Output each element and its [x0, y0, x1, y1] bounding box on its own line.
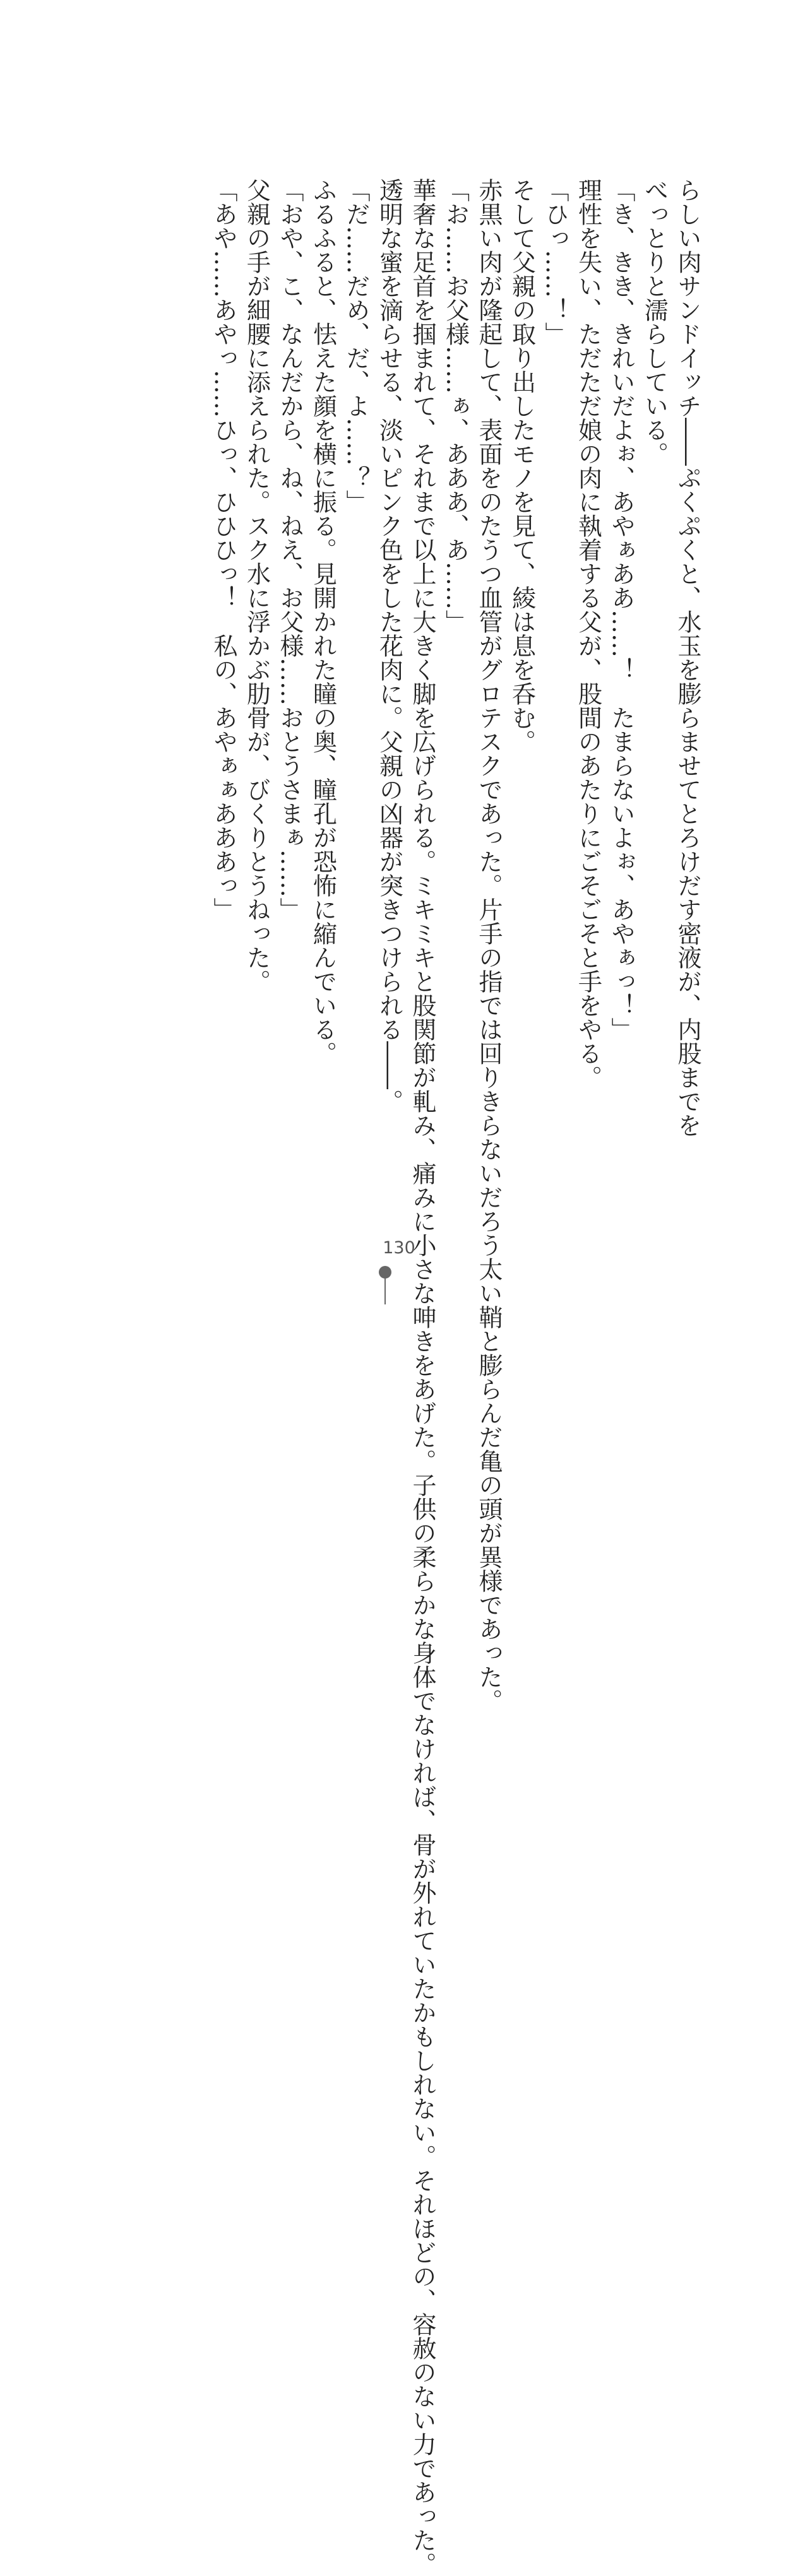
- text-line: 赤黒い肉が隆起して、表面をのたうつ血管がグロテスクであった。片手の指では回りきらないだろう太い鞘と膨らんだ亀の頭が異様であった。: [475, 178, 503, 1713]
- page-number: 130: [383, 1238, 415, 1258]
- text-line: 華奢な足首を掴まれて、それまで以上に大きく脚を広げられる。ミキミキと股関節が軋み、痛みに小さな呻きをあげた。子供の柔らかな身体でなければ、骨が外れていたかもしれない。それほどの、容赦のない力であった。: [408, 178, 436, 2576]
- marker-dot: [379, 1266, 391, 1279]
- text-line: 「お……お父様……ぁ、あああ、あ……」: [441, 178, 470, 634]
- text-line: そして父親の取り出したモノを見て、綾は息を呑む。: [508, 178, 536, 753]
- text-line: 透明な蜜を滴らせる、淡いピンク色をした花肉に。父親の凶器が突きつけられる――。: [375, 178, 403, 1113]
- text-line: 理性を失い、ただただ娘の肉に執着する父が、股間のあたりにごそごそと手をやる。: [574, 178, 602, 1089]
- text-line: 「き、きき、きれいだよぉ、あやぁああ……！ たまらないよぉ、あやぁっ！」: [607, 178, 635, 1041]
- text-line: らしい肉サンドイッチ――ぷくぷくと、水玉を膨らませてとろけだす密液が、内股までを: [674, 178, 701, 1137]
- text-line: 「だ……だめ、だ、よ……？」: [342, 178, 370, 514]
- text-line: 「おや、こ、なんだから、ね、ねえ、お父様……おとうさまぁ……」: [276, 178, 304, 921]
- text-line: 父親の手が細腰に添えられた。スク水に浮かぶ肋骨が、びくりとうねった。: [242, 178, 271, 993]
- text-line: べっとりと濡らしている。: [640, 178, 669, 466]
- text-line: 「あや……あやっ……ひっ、ひひひっ！ 私の、あやぁぁあああっ」: [210, 178, 237, 921]
- text-line: 「ひっ……！」: [541, 178, 569, 346]
- marker-line: [384, 1279, 386, 1304]
- text-line: ふるふると、怯えた顔を横に振る。見開かれた瞳の奥、瞳孔が恐怖に縮んでいる。: [309, 178, 337, 1065]
